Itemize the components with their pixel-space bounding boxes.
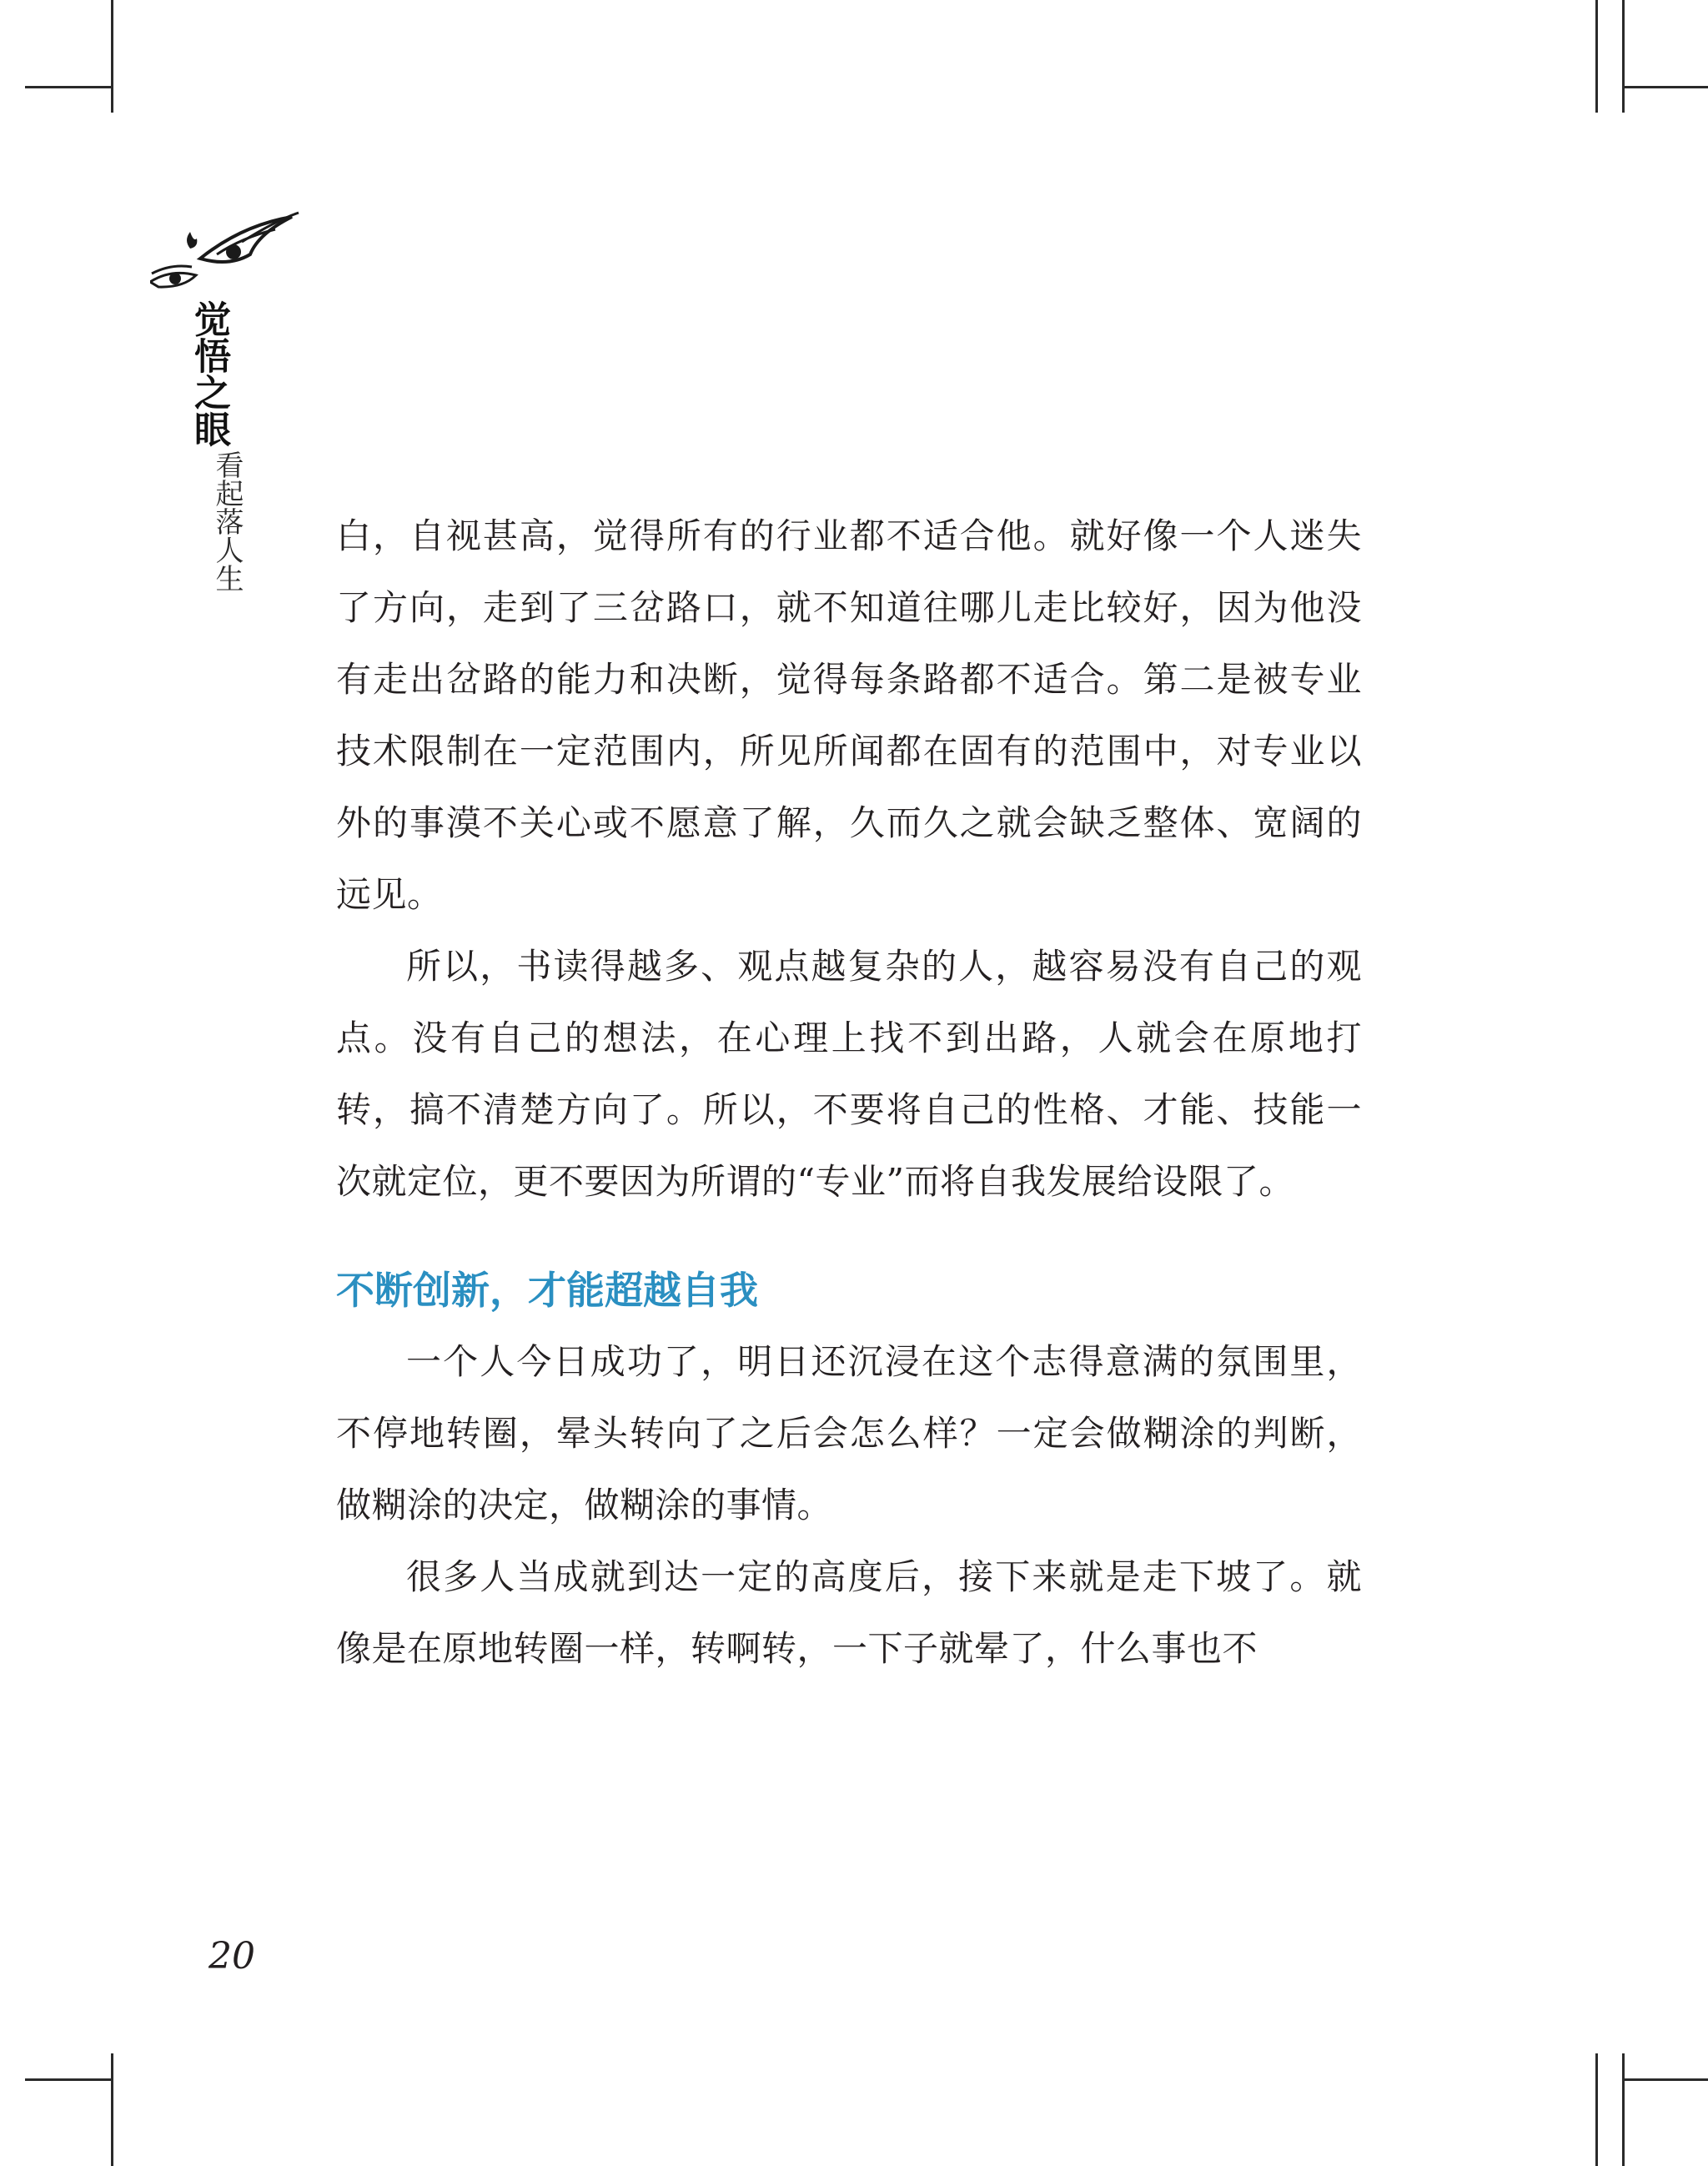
crop-mark-top-right-vertical <box>1595 0 1598 113</box>
crop-mark-bottom-right-vertical <box>1595 2053 1598 2166</box>
page-number: 20 <box>208 1935 255 1978</box>
book-brand <box>150 209 317 609</box>
book-title: 觉悟之眼 <box>188 300 230 447</box>
crop-mark-bottom-right-vertical-2 <box>1622 2053 1625 2166</box>
paragraph: 很多人当成就到达一定的高度后，接下来就是走下坡了。就像是在原地转圈一样，转啊转，一下子就晕了，什么事也不 <box>336 1556 1362 1669</box>
section-heading: 不断创新，才能超越自我 <box>336 1268 758 1313</box>
paragraph: 所以，书读得越多、观点越复杂的人，越容易没有自己的观点。没有自己的想法，在心理上找不到出路，人就会在原地打转，搞不清楚方向了。所以，不要将自己的性格、才能、技能一次就定位，更不要因为所谓的“专业”而将自我发展给设限了。 <box>336 946 1362 1202</box>
eyes-logo-icon <box>150 209 300 300</box>
crop-mark-bottom-left-vertical <box>111 2053 113 2166</box>
crop-mark-top-left-horizontal <box>25 86 111 88</box>
book-subtitle: 看起落人生 <box>210 450 244 592</box>
paragraph: 白，自视甚高，觉得所有的行业都不适合他。就好像一个人迷失了方向，走到了三岔路口，就不知道往哪儿走比较好，因为他没有走出岔路的能力和决断，觉得每条路都不适合。第二是被专业技术限制在一定范围内，所见所闻都在固有的范围中，对专业以外的事漠不关心或不愿意了解，久而久之就会缺乏整体、宽阔的远见。 <box>336 515 1362 915</box>
crop-mark-top-right-horizontal <box>1622 86 1708 88</box>
page-body <box>336 500 1362 1685</box>
paragraph: 一个人今日成功了，明日还沉浸在这个志得意满的氛围里，不停地转圈，晕头转向了之后会怎么样？一定会做糊涂的判断，做糊涂的决定，做糊涂的事情。 <box>336 1341 1362 1525</box>
crop-mark-bottom-right-horizontal <box>1622 2078 1708 2081</box>
crop-mark-top-right-vertical-2 <box>1622 0 1625 113</box>
crop-mark-top-left-vertical <box>111 0 113 113</box>
crop-mark-bottom-left-horizontal <box>25 2078 111 2081</box>
